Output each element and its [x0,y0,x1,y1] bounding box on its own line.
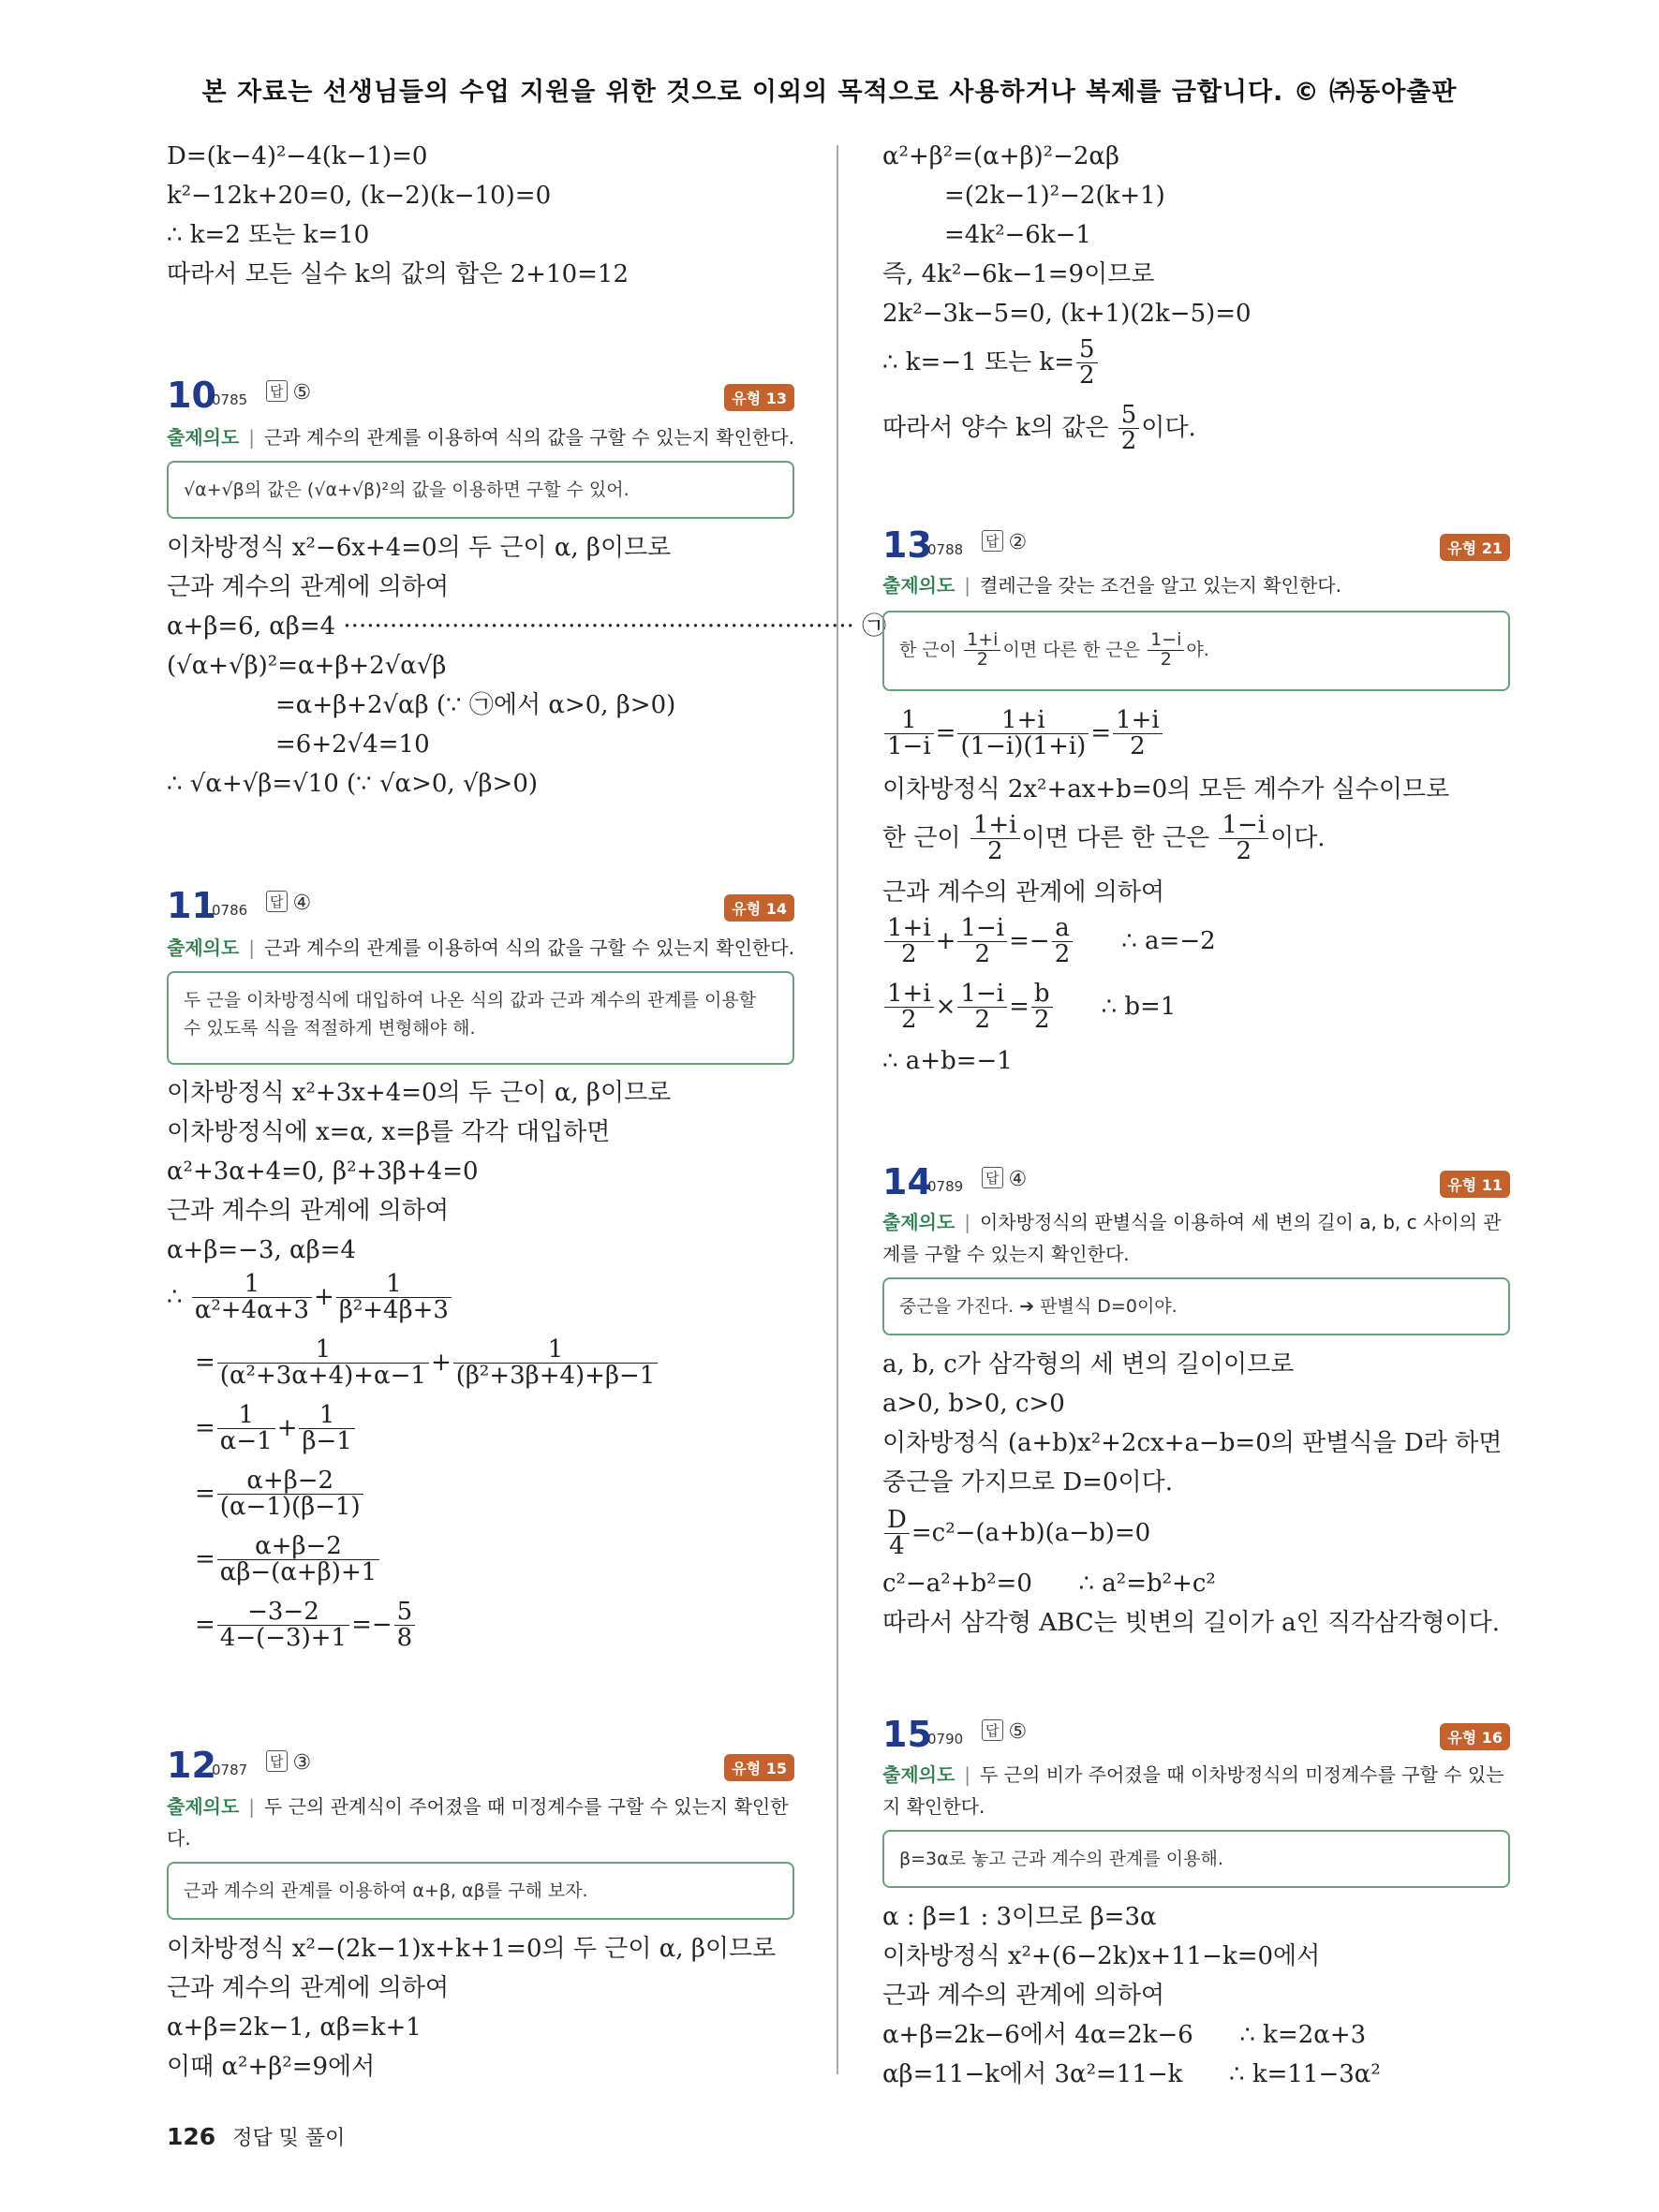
question-header-14 [882,1161,1510,1202]
page-footer [167,2122,345,2151]
answer-box-icon: 답 [982,1167,1003,1188]
equation-line: $\frac{1+i}{2}$ + $\frac{1-i}{2}$ =− $\frac{a}{2}$ ∴ a=−2 [882,916,1216,968]
hint-box: 근과 계수의 관계를 이용하여 α+β, αβ를 구해 보자. [167,1862,794,1920]
text-line: 이때 α²+β²=9에서 [167,2053,376,2081]
text-line: 따라서 모든 실수 k의 값의 합은 2+10=12 [167,260,630,288]
type-badge: 유형 15 [724,1754,794,1781]
hint-box: 두 근을 이차방정식에 대입하여 나온 식의 값과 근과 계수의 관계를 이용할 수 있도록 식을 적절하게 변형해야 해. [167,971,794,1065]
answer-box-icon: 답 [266,380,288,402]
hint-box: 한 근이 $\frac{1+i}{2}$ 이면 다른 한 근은 $\frac{1-i}{2}$ 야. [882,611,1510,691]
hint-box: 중근을 가진다. ➔ 판별식 D=0이야. [882,1277,1510,1335]
text-line: c²−a²+b²=0 ∴ a²=b²+c² [882,1570,1216,1598]
question-header-15 [882,1714,1510,1755]
question-intent: 출제의도 | 근과 계수의 관계를 이용하여 식의 값을 구할 수 있는지 확인한다. [167,426,794,449]
hint-box: √α+√β의 값은 (√α+√β)²의 값을 이용하면 구할 수 있어. [167,461,794,519]
text-line: 이차방정식 x²+3x+4=0의 두 근이 α, β이므로 [167,1079,672,1107]
answer-box-icon: 답 [982,1719,1003,1741]
question-number: 10 [167,375,216,416]
text-line: 이차방정식 (a+b)x²+2cx+a−b=0의 판별식을 D라 하면 [882,1429,1503,1457]
text-line: 이차방정식 x²+(6−2k)x+11−k=0에서 [882,1942,1321,1970]
equation-line: = $\frac{\alpha+\beta-2}{(\alpha-1)(\beta-1)}$ [195,1468,365,1521]
answer-box-icon: 답 [266,1750,288,1772]
question-code: 0785 [212,391,248,408]
equation-line: = $\frac{1}{\alpha-1}$ + $\frac{1}{\beta-1}$ [195,1403,357,1455]
text-line: 이차방정식 2x²+ax+b=0의 모든 계수가 실수이므로 [882,775,1450,804]
equation-line: $\frac{1}{1-i}$ = $\frac{1+i}{(1-i)(1+i)}$ = $\frac{1+i}{2}$ [882,708,1164,760]
text-line: 근과 계수의 관계에 의하여 [167,1974,450,2002]
text-line: 이차방정식 x²−6x+4=0의 두 근이 α, β이므로 [167,534,672,562]
question-header-12 [167,1745,794,1786]
equation-line: = $\frac{\alpha+\beta-2}{\alpha\beta-(\alpha+\beta)+1}$ [195,1534,381,1586]
text-line: 즉, 4k²−6k−1=9이므로 [882,260,1155,288]
question-header-10 [167,375,794,416]
text-line: 따라서 양수 k의 값은 $\frac{5}{2}$ 이다. [882,401,1196,456]
text-line: α+β=2k−6에서 4α=2k−6 ∴ k=2α+3 [882,2021,1367,2049]
question-code: 0788 [927,541,964,558]
question-intent: 출제의도 | 두 근의 관계식이 주어졌을 때 미정계수를 구할 수 있는지 확인한 다. [167,1795,789,1850]
text-line: ∴ k=2 또는 k=10 [167,221,370,249]
question-intent: 출제의도 | 두 근의 비가 주어졌을 때 이차방정식의 미정계수를 구할 수 있는 지 확인한다. [882,1763,1504,1818]
question-code: 0789 [927,1178,964,1195]
text-line: (√α+√β)²=α+β+2√α√β [167,652,447,680]
answer: 답 ④ [982,1167,1027,1191]
question-code: 0786 [212,902,248,919]
text-line: α+β=6, αβ=4 ·································································· ㉠ [167,612,887,641]
question-intent: 출제의도 | 켤레근을 갖는 조건을 알고 있는지 확인한다. [882,574,1341,597]
footer-label: 정답 및 풀이 [232,2127,346,2150]
page-number: 126 [167,2123,216,2150]
text-line: 이차방정식 x²−(2k−1)x+k+1=0의 두 근이 α, β이므로 [167,1935,777,1963]
answer: 답 ③ [266,1750,311,1775]
text-line: =α+β+2√αβ (∵ ㉠에서 α>0, β>0) [275,691,676,719]
equation-line: $\frac{D}{4}$ =c²−(a+b)(a−b)=0 [882,1508,1150,1560]
text-line: 근과 계수의 관계에 의하여 [167,1197,450,1225]
text-line: =6+2√4=10 [275,730,430,759]
text-line: 근과 계수의 관계에 의하여 [167,573,450,601]
copyright-notice: 본 자료는 선생님들의 수업 지원을 위한 것으로 이외의 목적으로 사용하거나 복제를 금합니다. © ㈜동아출판 [201,78,1458,107]
answer: 답 ⑤ [982,1719,1027,1744]
answer-box-icon: 답 [982,530,1003,552]
equation-line: = $\frac{1}{\text{(α²+3α+4)+α−1}}$ + $\frac{1}{\text{(β²+3β+4)+β−1}}$ [195,1337,659,1390]
question-number: 12 [167,1745,216,1786]
text-line: 근과 계수의 관계에 의하여 [882,878,1165,907]
text-line: ∴ √α+√β=√10 (∵ √α>0, √β>0) [167,770,539,798]
answer: 답 ⑤ [266,380,311,405]
text-line: α²+β²=(α+β)²−2αβ [882,142,1120,170]
answer-box-icon: 답 [266,891,288,912]
question-number: 11 [167,885,216,926]
hint-box: β=3α로 놓고 근과 계수의 관계를 이용해. [882,1830,1510,1888]
answer: 답 ② [982,530,1027,554]
type-badge: 유형 16 [1440,1723,1510,1750]
equation-line: = $\frac{-3-2}{4-(-3)+1}$ =− $\frac{5}{8}$ [195,1600,417,1652]
text-line: 따라서 삼각형 ABC는 빗변의 길이가 a인 직각삼각형이다. [882,1609,1501,1637]
answer: 답 ④ [266,891,311,915]
type-badge: 유형 14 [724,894,794,922]
question-intent: 출제의도 | 이차방정식의 판별식을 이용하여 세 변의 길이 a, b, c 사이의 관 계를 구할 수 있는지 확인한다. [882,1211,1502,1265]
equation-line: ∴ $\frac{1}{\text{α²+4α+3}}$ + $\frac{1}{\text{β²+4β+3}}$ [167,1272,453,1324]
equation-line: ∴ k=−1 또는 k= $\frac{5}{2}$ [882,337,1100,390]
type-badge: 유형 11 [1440,1171,1510,1198]
question-intent: 출제의도 | 근과 계수의 관계를 이용하여 식의 값을 구할 수 있는지 확인한다. [167,936,794,959]
question-code: 0787 [212,1762,248,1778]
equation-line: $\frac{1+i}{2}$ × $\frac{1-i}{2}$ = $\frac{b}{2}$ ∴ b=1 [882,981,1176,1034]
question-number: 14 [882,1161,932,1202]
type-badge: 유형 21 [1440,534,1510,561]
text-line: ∴ a+b=−1 [882,1047,1013,1075]
question-code: 0790 [927,1731,964,1747]
text-line: 이차방정식에 x=α, x=β를 각각 대입하면 [167,1118,611,1146]
column-divider [837,145,838,2074]
text-line: α+β=−3, αβ=4 [167,1236,356,1264]
text-line: α²+3α+4=0, β²+3β+4=0 [167,1158,479,1186]
text-line: 2k²−3k−5=0, (k+1)(2k−5)=0 [882,300,1252,328]
text-line: 중근을 가지므로 D=0이다. [882,1468,1174,1497]
text-line: =(2k−1)²−2(k+1) [944,182,1165,210]
text-line: D=(k−4)²−4(k−1)=0 [167,142,428,170]
text-line: 한 근이 $\frac{1+i}{2}$ 이면 다른 한 근은 $\frac{1-i}{2}$ 이다. [882,811,1326,866]
question-header-13 [882,524,1510,566]
type-badge: 유형 13 [724,384,794,411]
question-header-11 [167,885,794,926]
text-line: a, b, c가 삼각형의 세 변의 길이이므로 [882,1350,1295,1379]
text-line: α : β=1 : 3이므로 β=3α [882,1903,1157,1931]
question-number: 13 [882,524,932,566]
text-line: a>0, b>0, c>0 [882,1390,1065,1418]
text-line: 근과 계수의 관계에 의하여 [882,1982,1165,2010]
text-line: =4k²−6k−1 [944,221,1091,249]
question-number: 15 [882,1714,932,1755]
text-line: α+β=2k−1, αβ=k+1 [167,2013,422,2042]
text-line: αβ=11−k에서 3α²=11−k ∴ k=11−3α² [882,2060,1381,2088]
text-line: k²−12k+20=0, (k−2)(k−10)=0 [167,182,552,210]
